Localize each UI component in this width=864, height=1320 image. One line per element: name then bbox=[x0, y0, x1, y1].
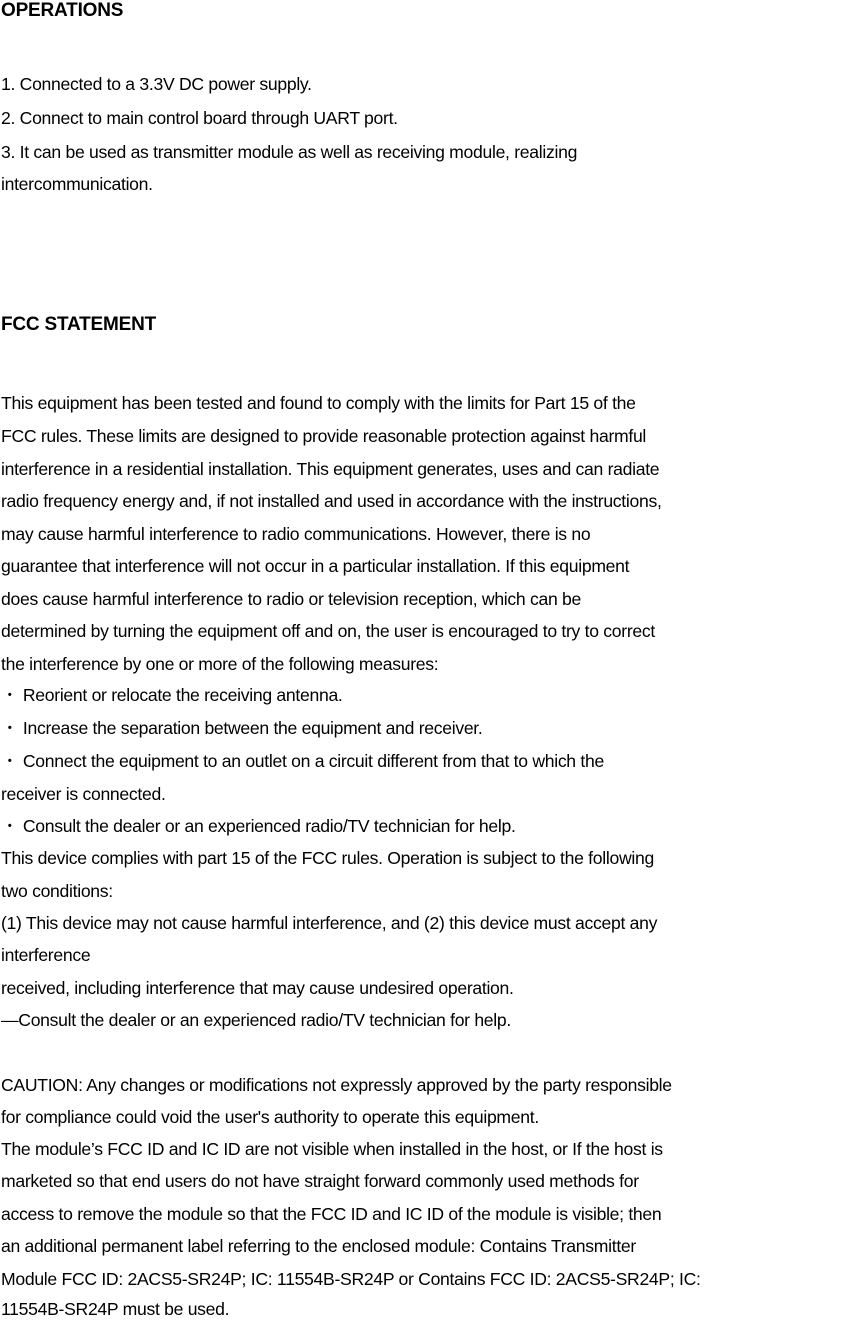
fcc-heading: FCC STATEMENT bbox=[1, 314, 157, 335]
operations-line: 2. Connect to main control board through UART port. bbox=[1, 108, 398, 128]
operations-line: intercommunication. bbox=[1, 174, 153, 194]
caution-line: access to remove the module so that the FCC ID and IC ID of the module is visible; then bbox=[1, 1204, 662, 1224]
fcc-line: FCC rules. These limits are designed to provide reasonable protection against harmful bbox=[1, 426, 647, 446]
fcc-line: determined by turning the equipment off and on, the user is encouraged to try to correct bbox=[1, 621, 655, 641]
bullet-item: ・ Reorient or relocate the receiving antenna. bbox=[1, 685, 343, 705]
bullet-item: ・ Consult the dealer or an experienced radio/TV technician for help. bbox=[1, 816, 516, 836]
caution-line: an additional permanent label referring to the enclosed module: Contains Transmitter bbox=[1, 1236, 636, 1256]
operations-line: 1. Connected to a 3.3V DC power supply. bbox=[1, 74, 312, 94]
fcc-line: receiver is connected. bbox=[1, 784, 166, 804]
fcc-line: This equipment has been tested and found to comply with the limits for Part 15 of the bbox=[1, 393, 636, 413]
bullet-item: ・ Increase the separation between the equipment and receiver. bbox=[1, 718, 483, 738]
caution-line: for compliance could void the user's authority to operate this equipment. bbox=[1, 1107, 539, 1127]
fcc-line: two conditions: bbox=[1, 881, 113, 901]
fcc-line: does cause harmful interference to radio or television reception, which can be bbox=[1, 589, 582, 609]
fcc-line: may cause harmful interference to radio communications. However, there is no bbox=[1, 524, 591, 544]
fcc-line: (1) This device may not cause harmful interference, and (2) this device must accept any bbox=[1, 913, 658, 933]
caution-line: Module FCC ID: 2ACS5-SR24P; IC: 11554B-SR24P or Contains FCC ID: 2ACS5-SR24P; IC: bbox=[1, 1269, 701, 1289]
fcc-line: —Consult the dealer or an experienced radio/TV technician for help. bbox=[1, 1010, 511, 1030]
caution-line: CAUTION: Any changes or modifications not expressly approved by the party responsible bbox=[1, 1075, 672, 1095]
operations-line: 3. It can be used as transmitter module as well as receiving module, realizing bbox=[1, 142, 578, 162]
fcc-line: interference in a residential installation. This equipment generates, uses and can radiate bbox=[1, 459, 660, 479]
fcc-line: interference bbox=[1, 945, 91, 965]
fcc-line: received, including interference that may cause undesired operation. bbox=[1, 978, 514, 998]
fcc-line: radio frequency energy and, if not installed and used in accordance with the instructions, bbox=[1, 491, 662, 511]
caution-line: marketed so that end users do not have straight forward commonly used methods for bbox=[1, 1171, 639, 1191]
bullet-item: ・ Connect the equipment to an outlet on a circuit different from that to which the bbox=[1, 751, 604, 771]
caution-line: 11554B-SR24P must be used. bbox=[1, 1299, 230, 1319]
fcc-line: the interference by one or more of the following measures: bbox=[1, 654, 439, 674]
operations-heading: OPERATIONS bbox=[1, 0, 124, 21]
fcc-line: This device complies with part 15 of the FCC rules. Operation is subject to the following bbox=[1, 848, 654, 868]
fcc-line: guarantee that interference will not occur in a particular installation. If this equipment bbox=[1, 556, 630, 576]
caution-line: The module’s FCC ID and IC ID are not visible when installed in the host, or If the host is bbox=[1, 1139, 663, 1159]
